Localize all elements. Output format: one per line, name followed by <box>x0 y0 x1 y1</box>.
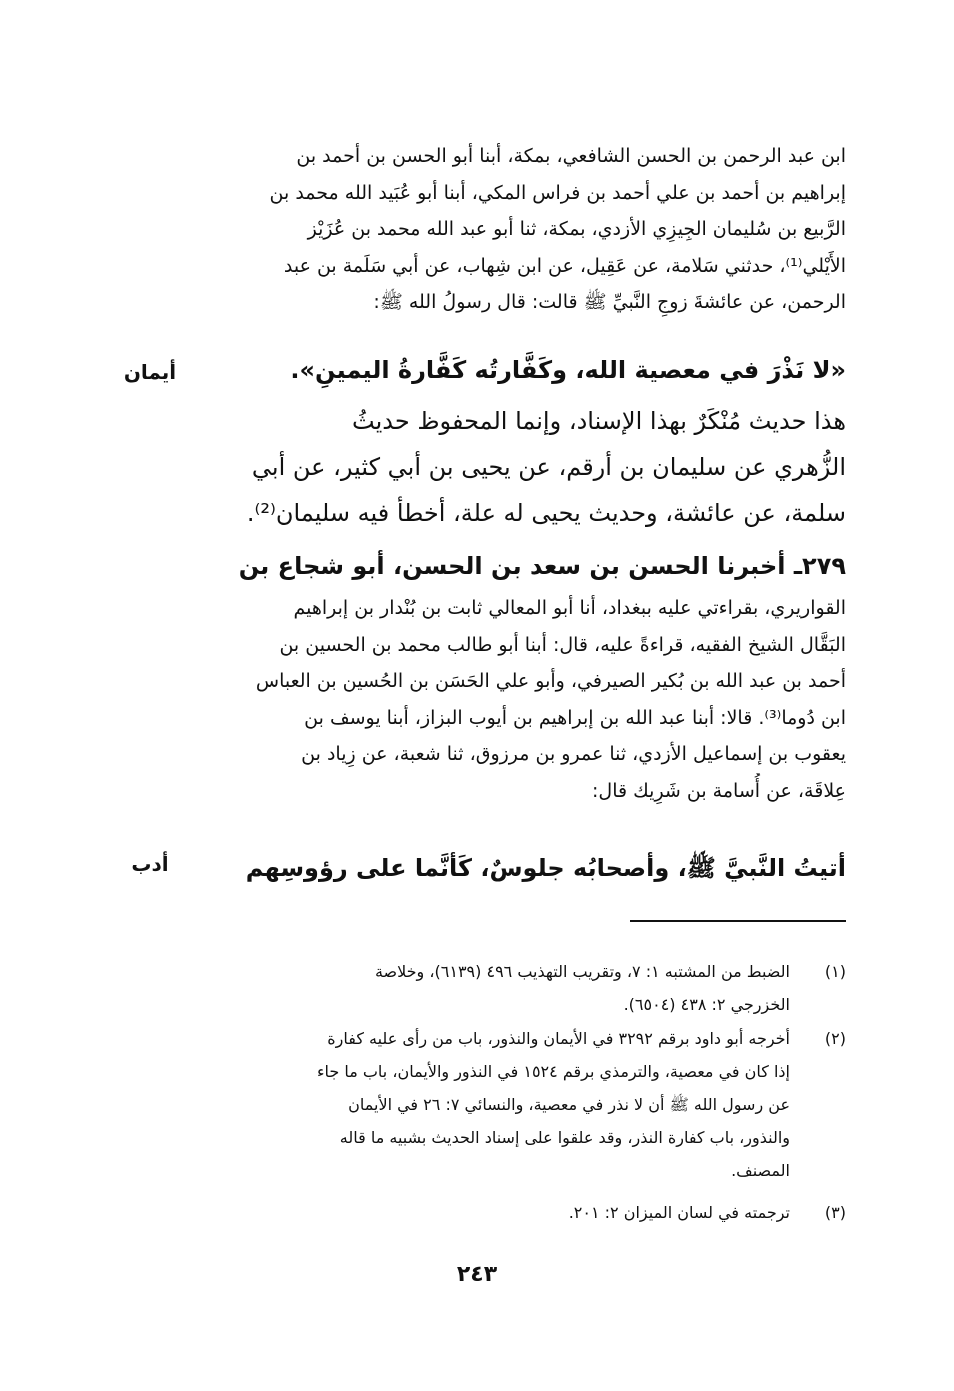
text-line: الزُّهري عن سليمان بن أرقم، عن يحيى بن أبي كثير، عن أبي <box>251 453 846 481</box>
footnote <box>226 1022 846 1187</box>
text-line: البَقَّال الشيخ الفقيه، قراءةً عليه، قال: أبنا أبو طالب محمد بن الحسين بن <box>279 633 846 656</box>
text-line: ابن دُوما⁽³⁾. قالا: أبنا عبد الله بن إبراهيم بن أيوب البزاز، أبنا يوسف بن <box>304 706 846 729</box>
hadith-number-heading: ٢٧٩ـ أخبرنا الحسن بن سعد بن الحسن، أبو شجاع بن <box>238 552 846 580</box>
text-line: سلمة، عن عائشة، وحديث يحيى له علة، أخطأ فيه سليمان⁽²⁾. <box>246 499 846 527</box>
footnote-line: والنذور، باب كفارة النذر، وقد علقوا على إسناد الحديث بشبيه ما قاله <box>339 1128 790 1147</box>
hadith-text-1: «لا نَذْرَ في معصية الله، وكَفَّارتُه كَفَّارةُ اليمينِ». <box>290 356 846 384</box>
paragraph-isnad-1 <box>226 138 846 321</box>
footnote <box>226 955 846 1021</box>
footnote-line: ترجمته في لسان الميزان ٢: ٢٠١. <box>568 1203 790 1222</box>
footnote-separator <box>630 920 846 922</box>
text-line: القواريري، بقراءتي عليه ببغداد، أنا أبو المعالي ثابت بن بُنْدار بن إبراهيم <box>293 597 846 619</box>
footnote <box>226 1196 846 1229</box>
text-line: ابن عبد الرحمن بن الحسن الشافعي، بمكة، أبنا أبو الحسن بن أحمد بن <box>296 145 846 167</box>
text-line: أحمد بن عبد الله بن بُكير الصيرفي، وأبو علي الحَسَن بن الحُسين بن العباس <box>255 670 846 693</box>
text-line: هذا حديث مُنْكَرٌ بهذا الإسناد، وإنما المحفوظ حديثُ <box>352 407 846 435</box>
footnote-line: إذا كان في معصية، والترمذي برقم ١٥٢٤ في النذور والأيمان، باب ما جاء <box>316 1062 790 1081</box>
footnote-line: أخرجه أبو داود برقم ٣٢٩٢ في الأيمان والنذور، باب من رأى عليه كفارة <box>327 1029 790 1048</box>
footnote-number: (١) <box>824 962 846 981</box>
text-line: الأَيْلي⁽¹⁾، حدثني سَلامة، عن عَقِيل، عن ابن شِهاب، عن أبي سَلَمة بن عبد <box>283 254 846 277</box>
margin-note-topic: أيمان <box>123 360 177 384</box>
text-line: الرحمن، عن عائشةَ زوجِ النَّبيِّ ﷺ قالت: قال رسولُ الله ﷺ: <box>373 291 846 314</box>
text-line: يعقوب بن إسماعيل الأزدي، ثنا عمرو بن مرزوق، ثنا شعبة، عن زِياد بن <box>301 743 846 766</box>
text-line: إبراهيم بن أحمد بن علي أحمد بن فراس المكي، أبنا أبو عُبَيد الله محمد بن <box>269 181 846 204</box>
text-line: الرَّبيع بن سُليمان الجِيزِي الأزدي، بمكة، ثنا أبو عبد الله محمد بن عُزَيْز <box>307 218 846 241</box>
footnote-line: الخزرجي ٢: ٤٣٨ (٦٥٠٤). <box>623 995 790 1014</box>
paragraph-isnad-2 <box>226 590 846 810</box>
footnote-number: (٣) <box>824 1203 846 1222</box>
page-number: ٢٤٣ <box>456 1262 498 1287</box>
margin-note-topic: أدب <box>131 852 169 876</box>
footnote-line: عن رسول الله ﷺ أن لا نذر في معصية، والنسائي ٧: ٢٦ في الأيمان <box>348 1095 790 1114</box>
footnote-line: الضبط من المشتبه ١: ٧، وتقريب التهذيب ٤٩٦ (٦١٣٩)، وخلاصة <box>374 962 790 981</box>
footnote-number: (٢) <box>824 1029 846 1048</box>
hadith-text-2: أتيتُ النَّبيَّ ﷺ، وأصحابُه جلوسٌ، كَأنَّما على رؤوسِهم <box>245 854 846 882</box>
footnote-line: المصنف. <box>731 1161 790 1180</box>
paragraph-commentary <box>226 398 846 536</box>
text-line: عِلاقَة، عن أُسامة بن شَرِيك قال: <box>592 779 846 802</box>
